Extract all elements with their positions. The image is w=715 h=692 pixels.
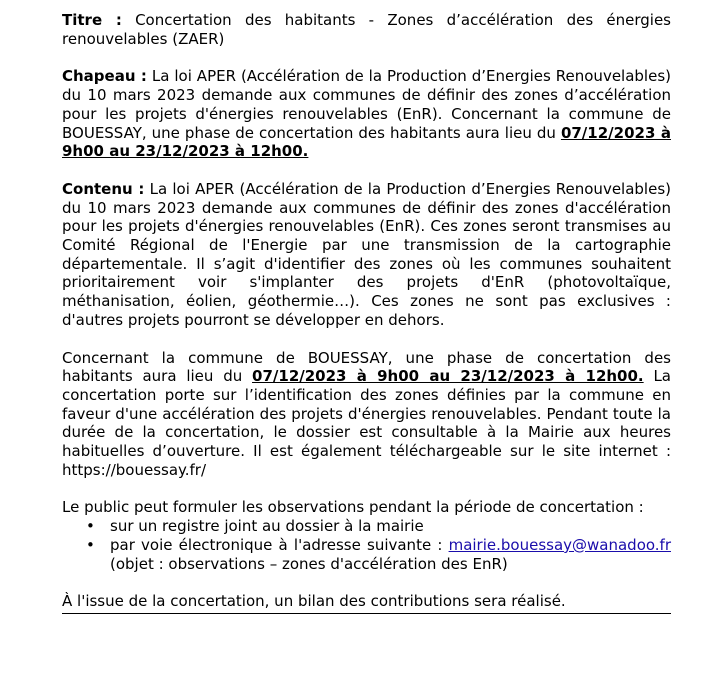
- list-item-registre-text: sur un registre joint au dossier à la mairie: [110, 517, 424, 536]
- titre-text: Concertation des habitants - Zones d’accélération des énergies renouvelables (ZAER): [62, 11, 671, 48]
- titre-paragraph: [62, 11, 671, 48]
- list-item-email: [62, 536, 671, 573]
- document-body: [62, 11, 671, 614]
- chapeau-paragraph: [62, 67, 671, 161]
- contenu-label: Contenu :: [62, 179, 145, 198]
- list-item-email-after: (objet : observations – zones d'accélération des EnR): [110, 554, 508, 573]
- observation-methods-list: [62, 517, 671, 573]
- contenu-paragraph: [62, 180, 671, 330]
- bullet-icon: •: [86, 535, 95, 554]
- concertation-paragraph: [62, 349, 671, 480]
- email-link[interactable]: mairie.bouessay@wanadoo.fr: [448, 535, 671, 554]
- bullet-icon: •: [86, 517, 95, 536]
- concertation-text-before: Concernant la commune de BOUESSAY, une phase de concertation des habitants aura lieu du: [62, 348, 671, 386]
- chapeau-dates: 07/12/2023 à 9h00 au 23/12/2023 à 12h00.: [62, 123, 671, 161]
- concertation-text-after: La concertation porte sur l’identification des zones définies par la commune en faveur d'une accélération des projets d'énergies renouvelables. Pendant toute la durée de la concertation, le dossier est consultable à la Mairie aux heures habituelles d’ouverture. Il est également téléchargeable sur le site internet : https://bouessay.fr/: [62, 367, 671, 479]
- titre-label: Titre :: [62, 11, 122, 29]
- list-item-email-before: par voie électronique à l'adresse suivante :: [110, 535, 449, 554]
- chapeau-text: La loi APER (Accélération de la Production d’Energies Renouvelables) du 10 mars 2023 demande aux communes de définir des zones d’accélération pour les projets d'énergies renouvelables (EnR). Concernant la commune de BOUESSAY, une phase de concertation des habitants aura lieu du: [62, 67, 671, 142]
- list-item-registre: [62, 517, 671, 536]
- conclusion-text: À l'issue de la concertation, un bilan des contributions sera réalisé.: [62, 592, 671, 614]
- chapeau-label: Chapeau :: [62, 67, 147, 86]
- concertation-dates: 07/12/2023 à 9h00 au 23/12/2023 à 12h00.: [252, 367, 644, 386]
- contenu-text: La loi APER (Accélération de la Production d’Energies Renouvelables) du 10 mars 2023 demande aux communes de définir des zones d'accélération pour les projets d'énergies renouvelables (EnR). Ces zones seront transmises au Comité Régional de l'Energie par une transmission de la cartographie départementale. Il s’agit d'identifier des zones où les communes souhaitent prioritairement voir s'implanter des projets d'EnR (photovoltaïque, méthanisation, éolien, géothermie…). Ces zones ne sont pas exclusives : d'autres projets pourront se développer en dehors.: [62, 179, 671, 329]
- public-intro: Le public peut formuler les observations pendant la période de concertation :: [62, 498, 644, 517]
